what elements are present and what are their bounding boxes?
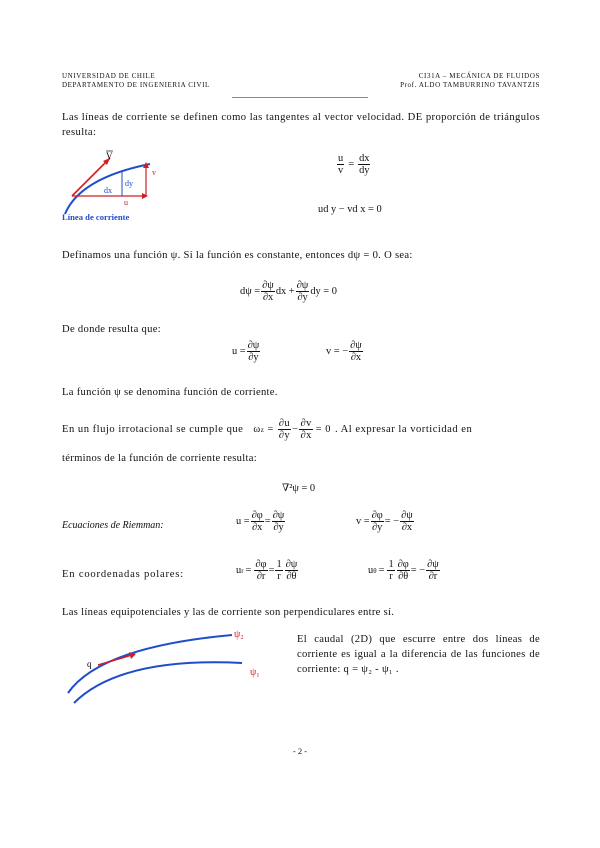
- flow-arrow: [98, 655, 132, 665]
- equation-streamline: ud y − vd x = 0: [318, 204, 382, 215]
- riemann-v-equation: v = $\frac{\partial\varphi}{\partial y}$ = − $\frac{\partial\psi}{\partial x}$: [356, 510, 413, 533]
- department-name: DEPARTAMENTO DE INGENIERIA CIVIL: [62, 81, 210, 89]
- equation-v-psi: v = − $\frac{\partial\psi}{\partial x}$: [326, 340, 362, 363]
- header-left: [62, 72, 210, 90]
- fraction-u-over-v: $\frac{u}{v}$: [338, 153, 344, 176]
- paragraph-stream-function: La función ψ se denomina función de corriente.: [62, 387, 278, 398]
- paragraph-irrotational: En un flujo irrotacional se cumple que ω z = $\frac{\partial u}{\partial y}$ − $\frac{\partial v}{\partial x}$ = 0 . Al expresar la vorticidad en: [62, 418, 473, 441]
- paragraph-define-function: Definamos una función ψ. Si la función es constante, entonces dψ = 0. O sea:: [62, 250, 413, 261]
- v-label: v: [152, 168, 156, 177]
- riemann-u-equation: u = $\frac{\partial\varphi}{\partial x}$ = $\frac{\partial\psi}{\partial y}$: [236, 510, 285, 533]
- paragraph-streamline-definition: Las líneas de corriente se definen como las tangentes al vector velocidad. DE proporción de triángulos resulta:: [62, 112, 540, 138]
- paragraph-result: De donde resulta que:: [62, 324, 161, 335]
- professor-name: Prof. ALDO TAMBURRINO TAVANTZIS: [400, 81, 540, 89]
- university-name: UNIVERSIDAD DE CHILE: [62, 72, 156, 80]
- equation-total-differential: dψ = $\frac{\partial\psi}{\partial x}$ dx + $\frac{\partial\psi}{\partial y}$ dy = 0: [240, 280, 337, 303]
- polar-utheta-equation: u θ = $\frac{1}{r}$ $\frac{\partial\varphi}{\partial\theta}$ = − $\frac{\partial\psi}{\partial r}$: [368, 559, 439, 582]
- dx-label: dx: [104, 186, 112, 195]
- paragraph-discharge: El caudal (2D) que escurre entre dos líneas de corriente es igual a la diferencia de las funciones de corriente: q = ψ₂ - ψ₁ .: [297, 634, 540, 675]
- vorticity-equation: ω z = $\frac{\partial u}{\partial y}$ − $\frac{\partial v}{\partial x}$ = 0: [253, 418, 331, 441]
- paragraph-perpendicular: Las líneas equipotenciales y las de corriente son perpendiculares entre sí.: [62, 607, 395, 618]
- laplace-equation: ∇²ψ = 0: [282, 483, 316, 494]
- q-label: q: [87, 659, 92, 669]
- polar-label: En coordenadas polares:: [62, 569, 184, 580]
- header-right: [400, 72, 540, 90]
- dy-label: dy: [125, 179, 133, 188]
- paragraph-vorticity-terms: términos de la función de corriente resulta:: [62, 453, 257, 464]
- course-name: CI31A – MECÁNICA DE FLUIDOS: [418, 72, 540, 80]
- psi1-label: ψ₁: [250, 667, 260, 678]
- streamline-psi2: [68, 635, 232, 693]
- header-divider: [232, 97, 368, 98]
- equation-u-psi: u = $\frac{\partial\psi}{\partial y}$: [232, 340, 260, 363]
- page-number: - 2 -: [292, 746, 308, 756]
- u-arrowhead: [142, 193, 148, 199]
- psi2-label: ψ₂: [234, 629, 244, 640]
- streamline-psi1: [74, 662, 242, 703]
- vector-v-label: V: [106, 151, 113, 161]
- equation-proportion: $\frac{u}{v}$ = $\frac{dx}{dy}$: [338, 153, 370, 176]
- u-label: u: [124, 198, 128, 207]
- polar-ur-equation: u r = $\frac{\partial\varphi}{\partial r}$ = $\frac{1}{r}$ $\frac{\partial\psi}{\partial\theta}$: [236, 559, 298, 582]
- streamline-caption: Línea de corriente: [62, 212, 130, 222]
- fraction-dx-over-dy: $\frac{dx}{dy}$: [359, 153, 370, 176]
- riemann-label: Ecuaciones de Riemman:: [62, 520, 164, 531]
- flow-between-streamlines-figure: [60, 625, 280, 705]
